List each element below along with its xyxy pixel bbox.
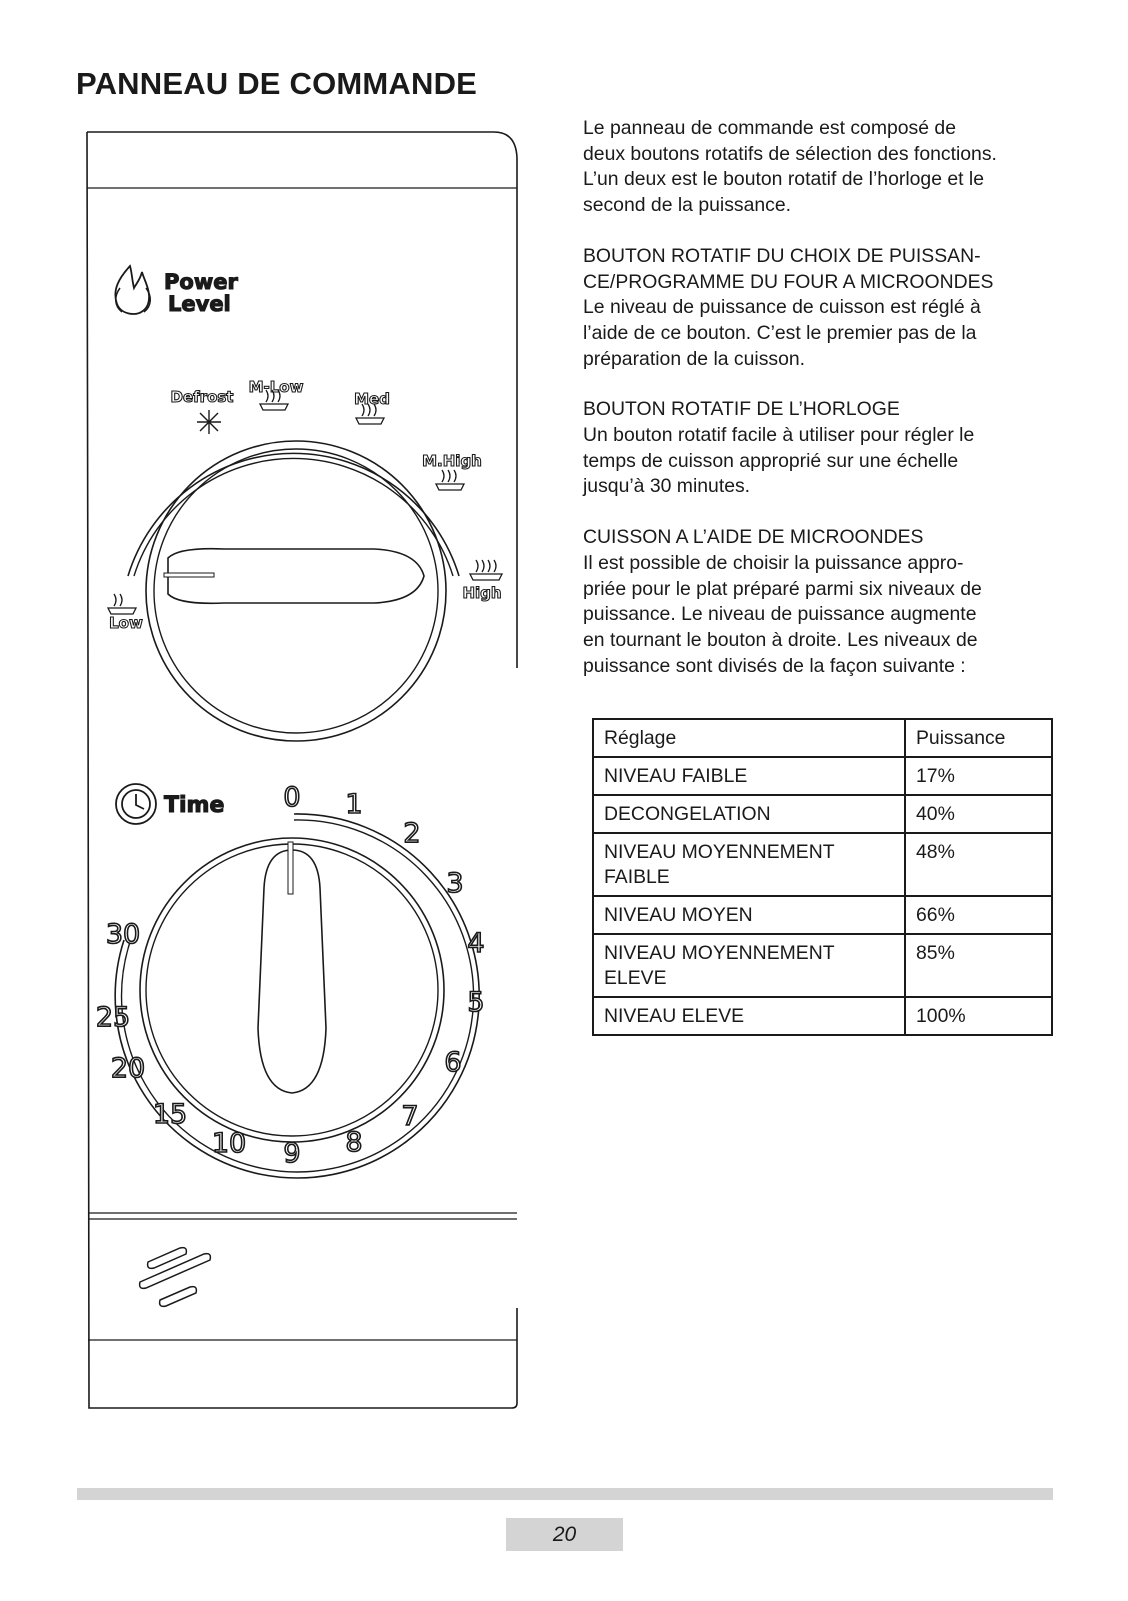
description-text — [583, 116, 1053, 704]
panel-outline — [87, 132, 517, 1408]
table-cell: DECONGELATION — [593, 795, 905, 833]
control-panel-illustration — [84, 128, 534, 1448]
table-cell: 85% — [905, 934, 1052, 997]
table-cell: 100% — [905, 997, 1052, 1035]
table-cell: NIVEAU FAIBLE — [593, 757, 905, 795]
page-title: PANNEAU DE COMMANDE — [76, 66, 478, 101]
table-row — [593, 997, 1052, 1035]
timer-dial-number: 7 — [401, 1101, 419, 1132]
intro-paragraph: Le panneau de commande est composé de deux boutons rotatifs de sélection des fonctions. L’un deux est le bouton rotatif de l’horloge et le second de la puissance. — [583, 117, 997, 217]
timer-dial-number: 20 — [110, 1053, 146, 1084]
timer-dial-number: 30 — [105, 919, 141, 950]
power-dial-label: Med — [354, 390, 390, 408]
table-cell: NIVEAU MOYENNEMENT FAIBLE — [593, 833, 905, 896]
power-label-line2: Level — [168, 292, 231, 316]
power-dial-section: BOUTON ROTATIF DU CHOIX DE PUISSAN- CE/PROGRAMME DU FOUR A MICROONDES Le niveau de puissance de cuisson est réglé à l’aide de ce bouton. C’est le premier pas de la préparation de la cuisson. — [583, 244, 1053, 373]
table-cell: 66% — [905, 896, 1052, 934]
flame-icon — [115, 266, 150, 314]
clock-icon — [116, 784, 156, 824]
table-cell: NIVEAU MOYENNEMENT ELEVE — [593, 934, 905, 997]
table-cell: 40% — [905, 795, 1052, 833]
power-dial-heading: BOUTON ROTATIF DU CHOIX DE PUISSAN- — [583, 244, 981, 267]
power-dial-label: Low — [109, 614, 143, 632]
table-row — [593, 896, 1052, 934]
power-dial-label: High — [462, 584, 502, 602]
timer-dial-number: 8 — [345, 1127, 363, 1158]
table-row — [593, 833, 1052, 896]
table-header-cell: Réglage — [593, 719, 905, 757]
page-number: 20 — [506, 1518, 623, 1551]
table-row — [593, 934, 1052, 997]
table-header-row — [593, 719, 1052, 757]
table-cell: 48% — [905, 833, 1052, 896]
timer-dial-number: 25 — [95, 1002, 131, 1033]
table-row — [593, 795, 1052, 833]
power-dial — [128, 441, 459, 741]
timer-dial-number: 5 — [467, 987, 485, 1018]
power-dial-label: Defrost — [170, 388, 234, 406]
table-header-cell: Puissance — [905, 719, 1052, 757]
footer-rule — [77, 1488, 1053, 1500]
power-pointer — [164, 573, 214, 577]
timer-pointer — [288, 842, 293, 894]
table-cell: 17% — [905, 757, 1052, 795]
table-cell: NIVEAU MOYEN — [593, 896, 905, 934]
timer-dial-number: 1 — [345, 789, 363, 820]
snowflake-icon — [197, 410, 221, 434]
timer-dial-heading: BOUTON ROTATIF DE L’HORLOGE — [583, 398, 900, 421]
timer-dial-number: 4 — [467, 928, 485, 959]
table-row — [593, 757, 1052, 795]
timer-dial-number: 0 — [283, 782, 301, 813]
timer-dial-number: 15 — [152, 1099, 188, 1130]
timer-dial-section: BOUTON ROTATIF DE L’HORLOGE Un bouton rotatif facile à utiliser pour régler le temps de cuisson approprié sur une échelle jusqu’à 30 minutes. — [583, 397, 1053, 500]
vent-slots-icon — [140, 1248, 211, 1307]
power-label-line1: Power — [164, 270, 238, 294]
timer-dial-number: 6 — [444, 1047, 462, 1078]
power-dial-label: M-Low — [248, 378, 304, 396]
table-cell: NIVEAU ELEVE — [593, 997, 905, 1035]
power-dial-label: M.High — [422, 452, 482, 470]
timer-dial-number: 3 — [446, 868, 464, 899]
timer-dial-number: 10 — [211, 1128, 247, 1159]
timer-dial-number: 9 — [283, 1138, 301, 1169]
microwave-heading: CUISSON A L’AIDE DE MICROONDES — [583, 526, 924, 549]
microwave-section: CUISSON A L’AIDE DE MICROONDES Il est possible de choisir la puissance appro- priée pour le plat préparé parmi six niveaux de puissance. Le niveau de puissance augmente en tournant le bouton à droite. Les niveaux de puissance sont divisés de la façon suivante : — [583, 525, 1053, 679]
time-label: Time — [164, 793, 225, 818]
power-levels-table — [592, 718, 1053, 1036]
timer-dial-number: 2 — [403, 818, 421, 849]
